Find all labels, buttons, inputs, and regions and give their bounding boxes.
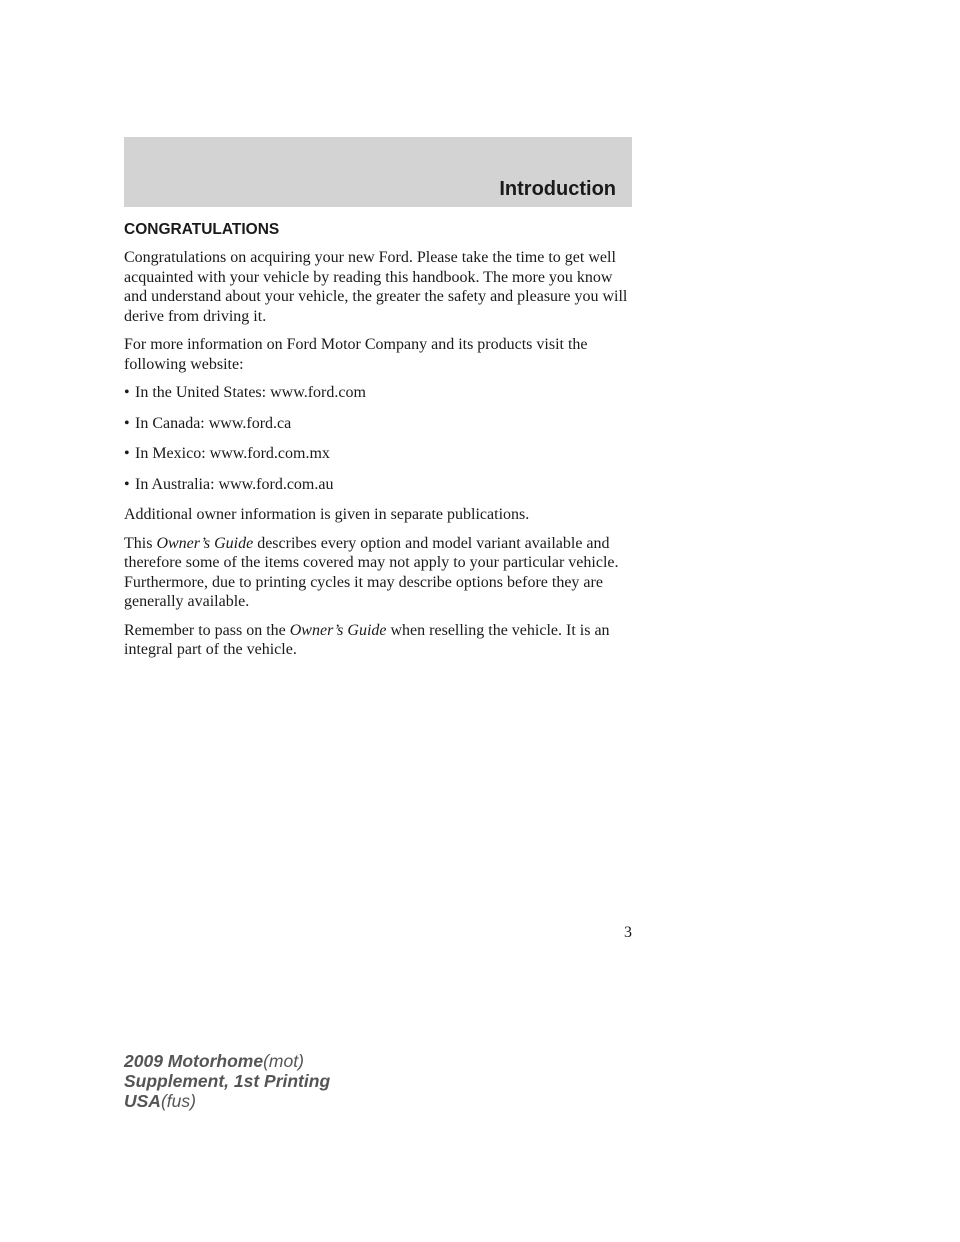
bullet-icon: • — [124, 445, 130, 462]
list-item — [124, 475, 632, 495]
remember-suffix: when reselling the vehicle. It is an integral part of the vehicle. — [124, 621, 610, 658]
additional-info-paragraph: Additional owner information is given in separate publications. — [124, 506, 530, 523]
footer-line-1 — [124, 1051, 330, 1071]
remember-paragraph — [124, 621, 632, 660]
footer-line-2 — [124, 1071, 330, 1091]
guide-prefix: This — [124, 534, 157, 552]
guide-suffix: describes every option and model variant available and therefore some of the items covered may not apply to your particular vehicle. Furthermore, due to printing cycles it may describe options before they are generally available. — [124, 534, 619, 610]
list-item-text: In Mexico: www.ford.com.mx — [135, 445, 330, 462]
guide-paragraph — [124, 534, 632, 612]
remember-guide-title: Owner’s Guide — [289, 621, 387, 639]
list-item-text: In Australia: www.ford.com.au — [135, 475, 334, 493]
list-item-text: In Canada: www.ford.ca — [135, 414, 292, 432]
print-footer — [124, 1051, 330, 1111]
page-content — [124, 219, 632, 669]
bullet-icon: • — [124, 475, 130, 493]
section-heading: CONGRATULATIONS — [124, 221, 280, 238]
list-item — [124, 444, 632, 464]
intro-paragraph: Congratulations on acquiring your new Ford. Please take the time to get well acquainted with your vehicle by reading this handbook. The more you know and understand about your vehicle, the greater the safety and pleasure you will derive from driving it. — [124, 249, 628, 325]
footer-line-3 — [124, 1091, 330, 1111]
list-item — [124, 414, 632, 434]
website-intro-paragraph: For more information on Ford Motor Company and its products visit the following website: — [124, 336, 588, 373]
section-header-band — [124, 137, 632, 207]
bullet-icon: • — [124, 384, 130, 401]
footer-model-code: (mot) — [263, 1051, 304, 1071]
list-item-text: In the United States: www.ford.com — [135, 384, 366, 401]
footer-model: 2009 Motorhome — [124, 1051, 264, 1071]
bullet-icon: • — [124, 414, 130, 432]
footer-market-code: (fus) — [160, 1091, 196, 1111]
guide-title: Owner’s Guide — [156, 534, 254, 552]
remember-prefix: Remember to pass on the — [124, 621, 290, 639]
list-item — [124, 383, 632, 403]
website-list — [124, 383, 632, 494]
page-number: 3 — [624, 924, 632, 941]
footer-edition: Supplement, 1st Printing — [124, 1071, 331, 1091]
footer-market: USA — [124, 1091, 161, 1111]
section-title: Introduction — [499, 178, 616, 200]
